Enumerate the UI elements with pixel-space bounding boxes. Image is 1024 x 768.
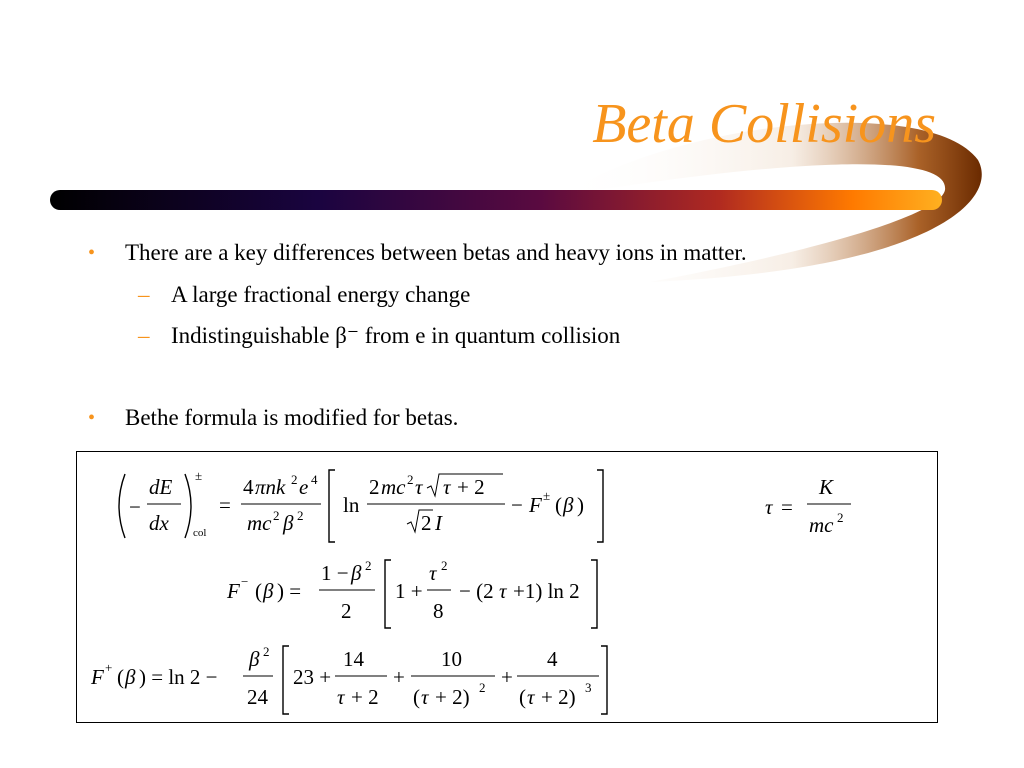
sub-bullet-item: A large fractional energy change [171, 282, 471, 307]
svg-text:2: 2 [297, 508, 304, 523]
svg-text:(: ( [117, 665, 124, 689]
svg-text:dx: dx [149, 511, 169, 535]
svg-text:F: F [91, 665, 104, 689]
f-minus-formula [226, 558, 597, 628]
bethe-formula [119, 468, 603, 542]
equation-box [76, 451, 938, 723]
svg-text:τ: τ [527, 685, 535, 709]
svg-text:τ: τ [415, 475, 423, 499]
svg-text:F: F [227, 579, 240, 603]
svg-text:2: 2 [441, 558, 448, 573]
svg-text:ln: ln [343, 493, 360, 517]
svg-text:±: ± [195, 468, 203, 483]
svg-text:=: = [219, 493, 231, 517]
svg-text:β: β [351, 561, 362, 585]
f-plus-formula [90, 644, 607, 714]
svg-text:): ) [577, 493, 584, 517]
svg-text:4: 4 [311, 472, 318, 487]
bullet-marker: • [88, 242, 96, 264]
svg-text:8: 8 [433, 599, 444, 623]
svg-text:1 +: 1 + [395, 579, 423, 603]
svg-text:2: 2 [273, 508, 280, 523]
svg-text:β: β [249, 647, 260, 671]
svg-text:2: 2 [479, 680, 486, 695]
svg-text:) =: ) = [277, 579, 302, 603]
sub-bullet-item: Indistinguishable β⁻ from e in quantum collision [171, 323, 621, 348]
svg-text:(: ( [255, 579, 262, 603]
bullet-marker: • [88, 407, 96, 429]
svg-text:mc: mc [381, 475, 406, 499]
svg-text:2: 2 [341, 599, 352, 623]
svg-text:+ 2: + 2 [457, 475, 485, 499]
svg-text:τ: τ [429, 561, 437, 585]
svg-text:2: 2 [365, 558, 372, 573]
svg-text:(: ( [413, 685, 420, 709]
svg-text:e: e [299, 475, 309, 499]
svg-text:K: K [819, 475, 834, 499]
svg-text:2: 2 [421, 511, 432, 535]
svg-text:col: col [193, 527, 207, 539]
svg-text:πnk: πnk [255, 475, 286, 499]
svg-text:) = ln 2 −: ) = ln 2 − [139, 665, 218, 689]
svg-text:+ 2: + 2 [351, 685, 379, 709]
sub-bullet-marker: – [138, 282, 150, 307]
svg-text:+ 2): + 2) [541, 685, 576, 709]
tau-definition [765, 475, 851, 537]
equation-set [77, 452, 939, 724]
svg-text:3: 3 [585, 680, 592, 695]
svg-text:− (2: − (2 [459, 579, 494, 603]
svg-text:−: − [511, 493, 523, 517]
svg-text:(: ( [555, 493, 562, 517]
svg-text:dE: dE [149, 475, 173, 499]
svg-text:+: + [105, 660, 113, 675]
svg-text:+1) ln 2: +1) ln 2 [513, 579, 580, 603]
svg-text:=: = [781, 495, 793, 519]
svg-text:4: 4 [547, 647, 558, 671]
svg-text:2: 2 [369, 475, 380, 499]
svg-text:2: 2 [291, 472, 298, 487]
svg-text:4: 4 [243, 475, 254, 499]
svg-text:2: 2 [407, 472, 414, 487]
svg-text:I: I [435, 511, 442, 535]
svg-text:τ: τ [499, 579, 507, 603]
svg-text:24: 24 [247, 685, 268, 709]
svg-text:1 −: 1 − [321, 561, 349, 585]
svg-text:2: 2 [263, 644, 270, 659]
svg-text:τ: τ [765, 495, 773, 519]
sub-bullet-marker: – [138, 323, 150, 348]
svg-text:2: 2 [837, 510, 844, 525]
svg-text:β: β [263, 579, 274, 603]
svg-text:+: + [393, 665, 405, 689]
svg-text:+ 2): + 2) [435, 685, 470, 709]
svg-text:23 +: 23 + [293, 665, 332, 689]
svg-text:−: − [129, 495, 141, 519]
svg-text:mc: mc [247, 511, 272, 535]
slide-title: Beta Collisions [592, 93, 936, 155]
svg-text:β: β [125, 665, 136, 689]
svg-text:τ: τ [337, 685, 345, 709]
bullet-item: There are a key differences between betas and heavy ions in matter. [125, 240, 747, 265]
svg-text:β: β [563, 493, 574, 517]
svg-text:β: β [283, 511, 294, 535]
svg-text:(: ( [519, 685, 526, 709]
svg-text:mc: mc [809, 513, 834, 537]
bullet-item: Bethe formula is modified for betas. [125, 405, 459, 430]
svg-text:14: 14 [343, 647, 364, 671]
svg-text:τ: τ [443, 475, 451, 499]
svg-text:10: 10 [441, 647, 462, 671]
svg-text:−: − [241, 574, 249, 589]
svg-text:+: + [501, 665, 513, 689]
svg-text:F: F [529, 493, 542, 517]
svg-text:τ: τ [421, 685, 429, 709]
svg-text:±: ± [543, 488, 551, 503]
